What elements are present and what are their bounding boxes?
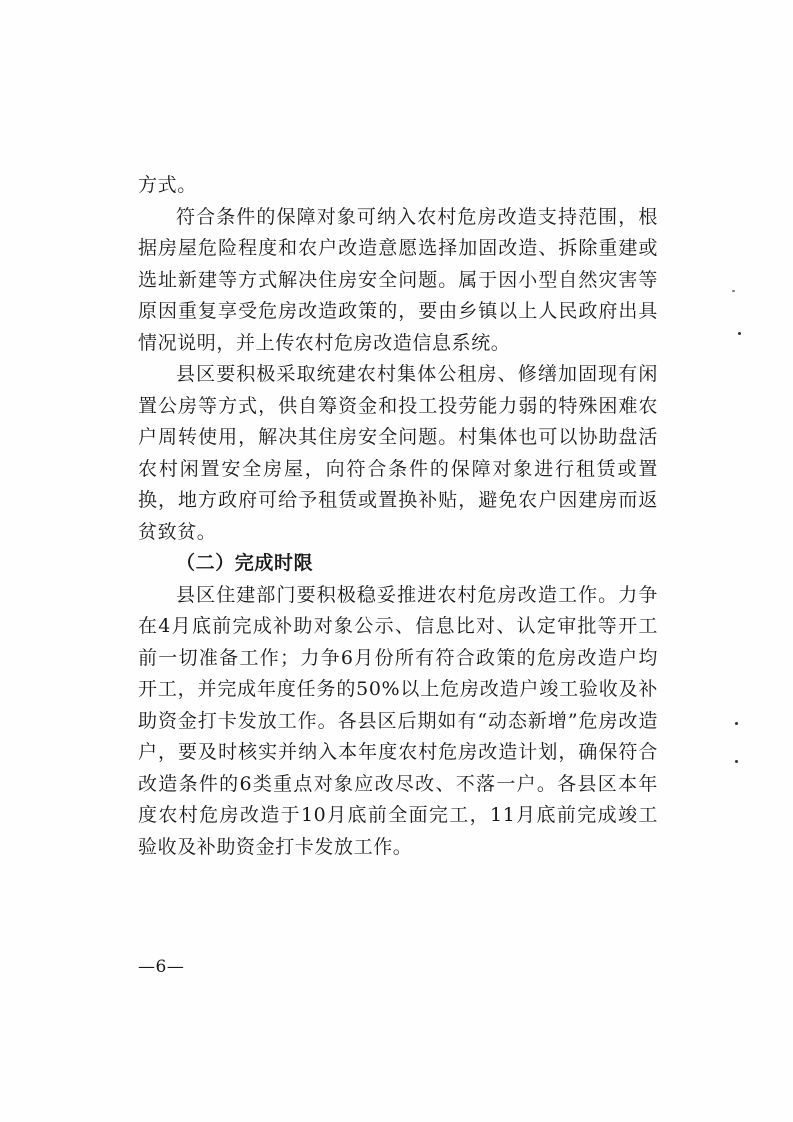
paragraph-continuation: 方式。 bbox=[138, 174, 197, 196]
scan-mark bbox=[738, 332, 741, 335]
scan-mark bbox=[735, 760, 738, 763]
section-heading-deadline: （二）完成时限 bbox=[176, 552, 314, 574]
paragraph-eligibility: 符合条件的保障对象可纳入农村危房改造支持范围，根据房屋危险程度和农户改造意愿选择加固改造、拆除重建或选址新建等方式解决住房安全问题。属于因小型自然灾害等原因重复享受危房改造政策的，要由乡镇以上人民政府出具情况说明，并上传农村危房改造信息系统。 bbox=[138, 205, 658, 354]
paragraph-public-housing: 县区要积极采取统建农村集体公租房、修缮加固现有闲置公房等方式，供自筹资金和投工投劳能力弱的特殊困难农户周转使用，解决其住房安全问题。村集体也可以协助盘活农村闲置安全房屋，向符合条件的保障对象进行租赁或置换，地方政府可给予租赁或置换补贴，避免农户因建房而返贫致贫。 bbox=[138, 363, 658, 543]
document-body bbox=[138, 170, 658, 863]
page-number: —6— bbox=[138, 957, 185, 977]
paragraph-deadline: 县区住建部门要积极稳妥推进农村危房改造工作。力争在4月底前完成补助对象公示、信息比对、认定审批等开工前一切准备工作；力争6月份所有符合政策的危房改造户均开工，并完成年度任务的50%以上危房改造户竣工验收及补助资金打卡发放工作。各县区后期如有“动态新增”危房改造户，要及时核实并纳入本年度农村危房改造计划，确保符合改造条件的6类重点对象应改尽改、不落一户。各县区本年度农村危房改造于10月底前全面完工，11月底前完成竣工验收及补助资金打卡发放工作。 bbox=[138, 583, 658, 858]
scan-mark bbox=[732, 290, 735, 292]
scan-mark bbox=[735, 722, 738, 725]
